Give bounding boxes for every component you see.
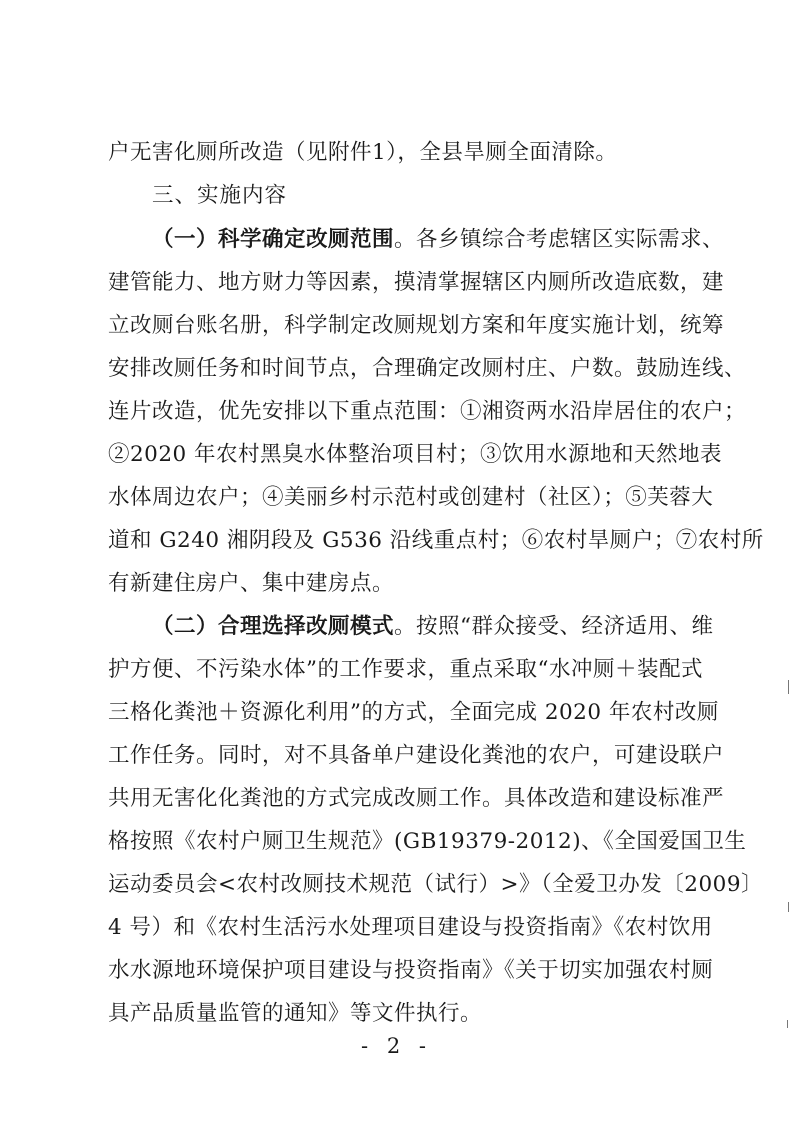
- subsection2-line4: 工作任务。同时，对不具备单户建设化粪池的农户，可建设联户: [108, 743, 725, 768]
- subsection1-line6: ②2020 年农村黑臭水体整治项目村；③饮用水源地和天然地表: [108, 442, 723, 467]
- subsection2-line7: 运动委员会<农村改厕技术规范（试行）>》（全爱卫办发〔2009〕: [108, 872, 763, 897]
- subsection1-title: （一）科学确定改厕范围: [152, 227, 395, 252]
- subsection1-line7: 水体周边农户；④美丽乡村示范村或创建村（社区）；⑤芙蓉大: [108, 485, 714, 510]
- subsection1-line9: 有新建住房户、集中建房点。: [108, 571, 395, 596]
- subsection1-line5: 连片改造，优先安排以下重点范围：①湘资两水沿岸居住的农户；: [108, 399, 747, 424]
- subsection1-line8: 道和 G240 湘阴段及 G536 沿线重点村；⑥农村旱厕户；⑦农村所: [108, 528, 764, 553]
- subsection1-line3: 立改厕台账名册，科学制定改厕规划方案和年度实施计划，统筹: [108, 313, 725, 338]
- intro-line: 户无害化厕所改造（见附件1），全县旱厕全面清除。: [108, 140, 618, 165]
- subsection2-line5: 共用无害化化粪池的方式完成改厕工作。具体改造和建设标准严: [108, 786, 725, 811]
- scan-artifact: [788, 680, 789, 694]
- subsection2-line3: 三格化粪池＋资源化利用”的方式，全面完成 2020 年农村改厕: [108, 700, 719, 725]
- subsection1-line2: 建管能力、地方财力等因素，摸清掌握辖区内厕所改造底数，建: [108, 270, 725, 295]
- subsection1-first-line: [152, 225, 725, 255]
- subsection2-line10: 具产品质量监管的通知》等文件执行。: [108, 1001, 483, 1026]
- subsection2-title: （二）合理选择改厕模式: [152, 614, 395, 639]
- scan-artifact: [787, 1020, 788, 1028]
- subsection2-line6: 格按照《农村户厕卫生规范》(GB19379-2012)、《全国爱国卫生: [108, 829, 747, 854]
- section-heading: 三、实施内容: [152, 183, 288, 208]
- subsection2-line1-text: 。按照“群众接受、经济适用、维: [394, 614, 714, 639]
- subsection2-first-line: [152, 612, 714, 642]
- subsection1-line4: 安排改厕任务和时间节点，合理确定改厕村庄、户数。鼓励连线、: [108, 356, 747, 381]
- scan-artifact: [788, 902, 789, 912]
- page-number: - 2 -: [361, 1034, 432, 1058]
- subsection2-line9: 水水源地环境保护项目建设与投资指南》《关于切实加强农村厕: [108, 958, 714, 983]
- subsection2-line2: 护方便、不污染水体”的工作要求，重点采取“水冲厕＋装配式: [108, 657, 703, 682]
- subsection2-line8: 4 号）和《农村生活污水处理项目建设与投资指南》《农村饮用: [108, 915, 713, 940]
- subsection1-line1-text: 。各乡镇综合考虑辖区实际需求、: [394, 227, 725, 252]
